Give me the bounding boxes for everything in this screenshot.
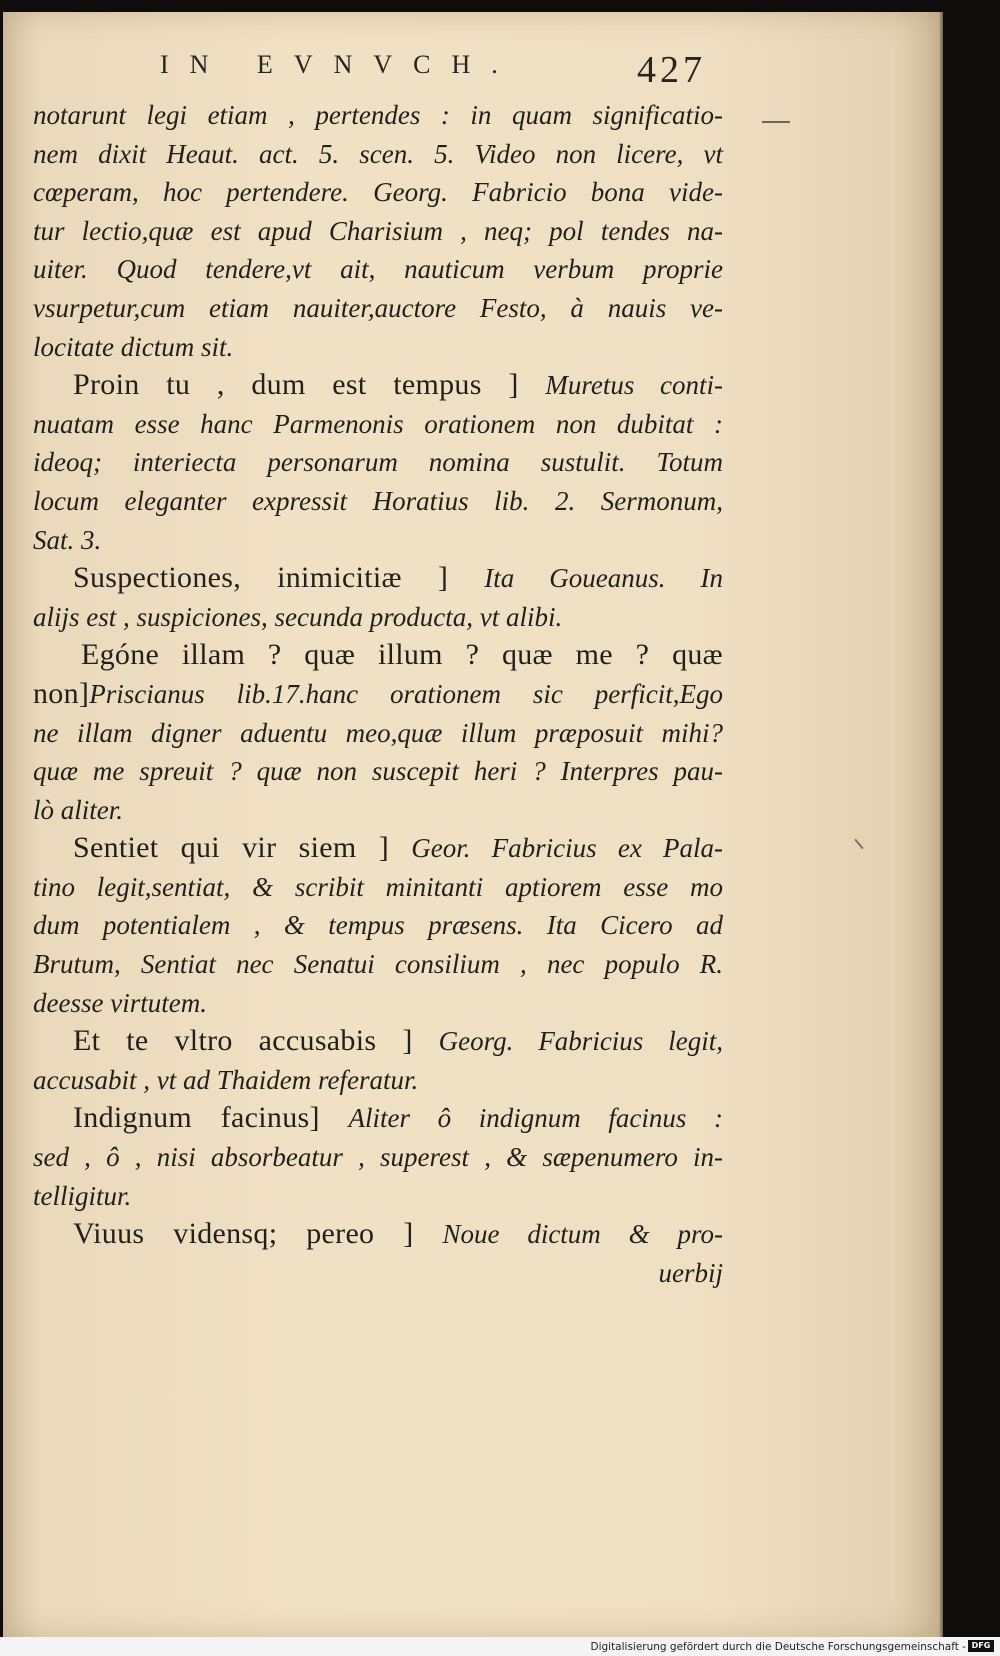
text-line [33,96,723,135]
text-line [33,366,723,405]
page-number: 427 [637,49,706,91]
commentary-span: quæ me spreuit ? quæ non suscepit heri ? Interpres pau- [33,756,723,787]
text-line [33,289,723,328]
text-line [33,1215,723,1254]
commentary-span: uerbij [658,1257,723,1288]
lemma-text: Viuus vidensq; pereo ] [73,1217,443,1251]
commentary-span: lò aliter. [33,794,124,825]
lemma-text: non] [33,676,90,710]
commentary-span: locum eleganter expressit Horatius lib. 2. Sermonum, [33,485,723,516]
commentary-span: Georg. Fabricius legit, [438,1026,723,1057]
commentary-span: Ita Goueanus. In [484,563,723,594]
text-line [33,443,723,482]
text-line [33,752,723,791]
commentary-span: nuatam esse hanc Parmenonis orationem non dubitat : [33,408,723,439]
text-line [33,521,723,560]
text-line [33,636,723,675]
lemma-text: Et te vltro accusabis ] [73,1024,439,1058]
margin-mark [762,121,790,123]
text-line [33,1022,723,1061]
page-edge [939,12,943,1637]
text-line [33,868,723,907]
commentary-span: uiter. Quod tendere,vt ait, nauticum verbum proprie [33,254,723,285]
text-line [33,212,723,251]
text-line [33,135,723,174]
lemma-text: Proin tu , dum est tempus ] [73,368,546,402]
text-line [33,405,723,444]
lemma-text: Indignum facinus] [73,1101,349,1135]
commentary-span: Priscianus lib.17.hanc orationem sic perficit,Ego [89,678,723,709]
commentary-span: tur lectio,quæ est apud Charisium , neq; pol tendes na- [33,215,723,246]
text-line [33,1254,723,1293]
text-line [33,250,723,289]
text-line [33,1177,723,1216]
text-line [33,984,723,1023]
text-line [33,328,723,367]
running-head: IN EVNVCH. [160,50,519,79]
commentary-span: ne illam digner aduentu meo,quæ illum præposuit mihi? [33,717,723,748]
commentary-span: nem dixit Heaut. act. 5. scen. 5. Video non licere, vt [33,138,723,169]
text-line [33,829,723,868]
commentary-span: notarunt legi etiam , pertendes : in quam significatio- [33,100,723,130]
commentary-span: deesse virtutem. [33,987,207,1018]
text-line [33,1138,723,1177]
commentary-span: Sat. 3. [33,524,102,555]
lemma-text: Sentiet qui vir siem ] [73,831,412,865]
commentary-span: dum potentialem , & tempus præsens. Ita Cicero ad [33,910,723,941]
commentary-span: Aliter ô indignum facinus : [348,1103,723,1134]
commentary-span: Geor. Fabricius ex Pala- [411,833,723,864]
commentary-span: sed , ô , nisi absorbeatur , superest , & sæpenumero in- [33,1142,723,1173]
text-line [33,791,723,830]
dfg-logo: DFG [968,1640,994,1652]
commentary-span: Noue dictum & pro- [442,1219,724,1250]
text-line [33,1061,723,1100]
commentary-span: Muretus conti- [545,370,723,401]
commentary-span: Brutum, Sentiat nec Senatui consilium , nec populo R. [33,949,723,980]
text-line [33,714,723,753]
lemma-text: Suspectiones, inimicitiæ ] [73,561,485,595]
lemma-text: Egóne illam ? quæ illum ? quæ me ? quæ [81,638,723,672]
commentary-span: cœperam, hoc pertendere. Georg. Fabricio bona vide- [33,177,723,208]
commentary-span: telligitur. [33,1180,132,1211]
commentary-span: alijs est , suspiciones, secunda producta, vt alibi. [33,601,563,632]
commentary-span: vsurpetur,cum etiam nauiter,auctore Festo, à nauis ve- [33,292,723,323]
commentary-span: locitate dictum sit. [33,331,234,362]
text-line [33,173,723,212]
text-line [33,675,723,714]
commentary-span: accusabit , vt ad Thaidem referatur. [33,1064,419,1095]
commentary-span: ideoq; interiecta personarum nomina sustulit. Totum [33,447,723,478]
commentary-text [33,96,723,1292]
text-line [33,559,723,598]
text-line [33,1099,723,1138]
text-line [33,598,723,637]
text-line [33,482,723,521]
funding-credit: Digitalisierung gefördert durch die Deutsche Forschungsgemeinschaft - [590,1641,966,1653]
commentary-span: tino legit,sentiat, & scribit minitanti aptiorem esse mo [33,871,723,902]
text-line [33,906,723,945]
text-line [33,945,723,984]
